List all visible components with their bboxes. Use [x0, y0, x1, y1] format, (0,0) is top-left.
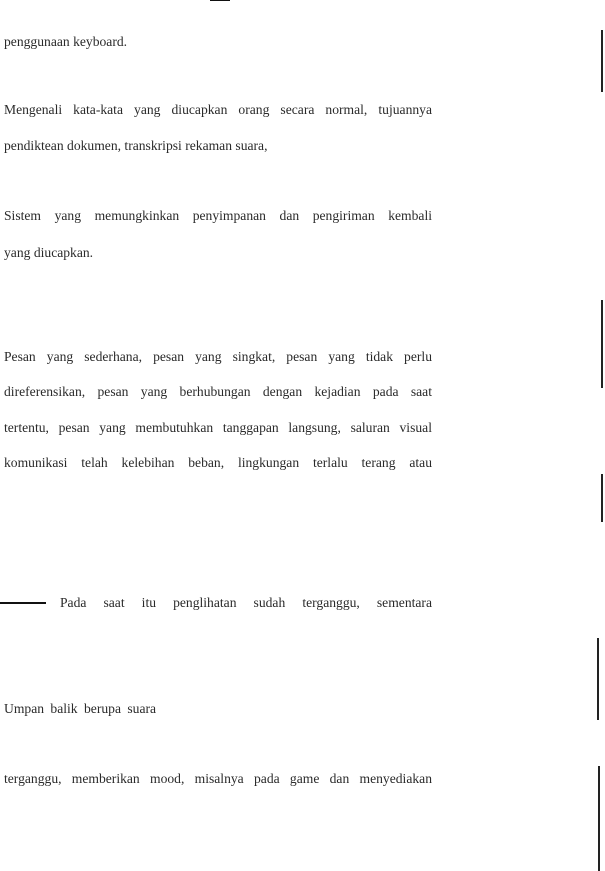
text-line: terganggu, memberikan mood, misalnya pada game dan menyediakan: [4, 771, 432, 786]
text-line: Pesan yang sederhana, pesan yang singkat, pesan yang tidak perlu: [4, 349, 432, 364]
margin-bar-1: [601, 30, 603, 92]
text-line: tertentu, pesan yang membutuhkan tanggapan langsung, saluran visual: [4, 420, 432, 435]
text-line: Pada saat itu penglihatan sudah terganggu, sementara: [60, 595, 432, 610]
dash-rule: [0, 602, 46, 604]
margin-bar-5: [598, 766, 600, 871]
text-line: Mengenali kata-kata yang diucapkan orang secara normal, tujuannya: [4, 102, 432, 117]
margin-bar-2: [601, 300, 603, 388]
text-line: penggunaan keyboard.: [4, 34, 128, 49]
top-rule: [210, 0, 230, 1]
text-line: pendiktean dokumen, transkripsi rekaman suara,: [4, 138, 268, 153]
text-line: yang diucapkan.: [4, 245, 94, 260]
margin-bar-4: [597, 638, 599, 720]
text-line: Sistem yang memungkinkan penyimpanan dan pengiriman kembali: [4, 208, 432, 223]
text-line: direferensikan, pesan yang berhubungan dengan kejadian pada saat: [4, 384, 432, 399]
text-line: Umpan balik berupa suara: [4, 701, 157, 716]
margin-bar-3: [601, 474, 603, 522]
text-line: komunikasi telah kelebihan beban, lingkungan terlalu terang atau: [4, 455, 432, 470]
